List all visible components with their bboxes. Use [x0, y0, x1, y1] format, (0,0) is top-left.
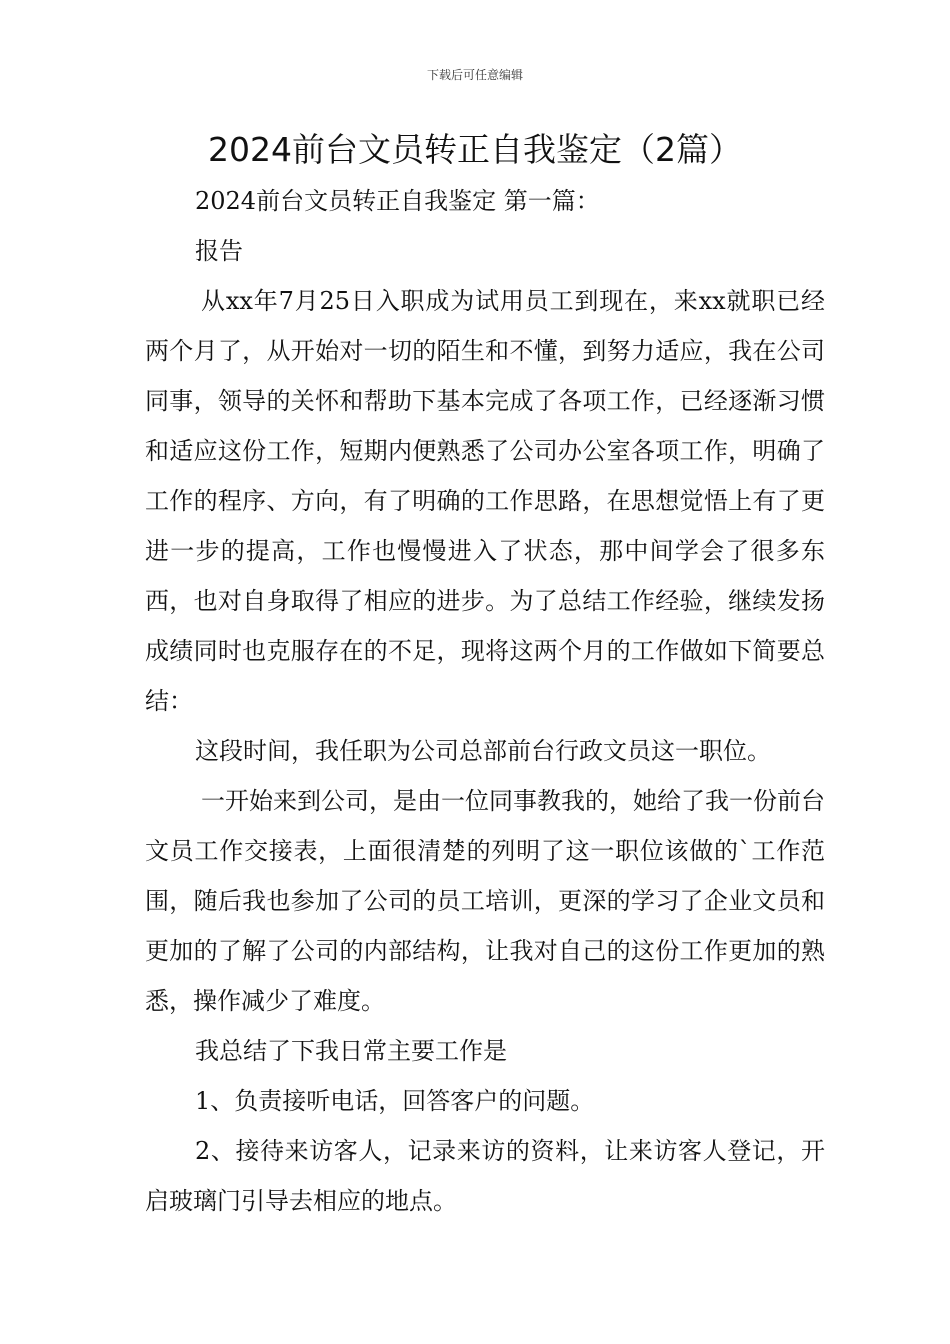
page-header-note: 下载后可任意编辑: [426, 68, 523, 82]
paragraph: 我总结了下我日常主要工作是: [195, 1037, 507, 1065]
list-item: 1、负责接听电话，回答客户的问题。: [195, 1087, 595, 1115]
paragraph: 报告: [195, 237, 243, 265]
document-body: [145, 176, 825, 1226]
paragraph: 从xx年7月25日入职成为试用员工到现在，来xx就职已经两个月了，从开始对一切的陌生和不懂，到努力适应，我在公司同事，领导的关怀和帮助下基本完成了各项工作，已经逐渐习惯和适应这份工作，短期内便熟悉了公司办公室各项工作，明确了工作的程序、方向，有了明确的工作思路，在思想觉悟上有了更进一步的提高，工作也慢慢进入了状态，那中间学会了很多东西，也对自身取得了相应的进步。为了总结工作经验，继续发扬成绩同时也克服存在的不足，现将这两个月的工作做如下简要总结：: [145, 287, 825, 715]
paragraph: 这段时间，我任职为公司总部前台行政文员这一职位。: [195, 737, 771, 765]
paragraph: 一开始来到公司，是由一位同事教我的，她给了我一份前台文员工作交接表，上面很清楚的列明了这一职位该做的`工作范围，随后我也参加了公司的员工培训，更深的学习了企业文员和更加的了解了公司的内部结构，让我对自己的这份工作更加的熟悉，操作减少了难度。: [145, 787, 825, 1015]
section-heading: 2024前台文员转正自我鉴定 第一篇：: [195, 187, 600, 215]
document-title: 2024前台文员转正自我鉴定（2篇）: [208, 130, 742, 169]
list-item: 2、接待来访客人，记录来访的资料，让来访客人登记，开启玻璃门引导去相应的地点。: [145, 1137, 825, 1215]
